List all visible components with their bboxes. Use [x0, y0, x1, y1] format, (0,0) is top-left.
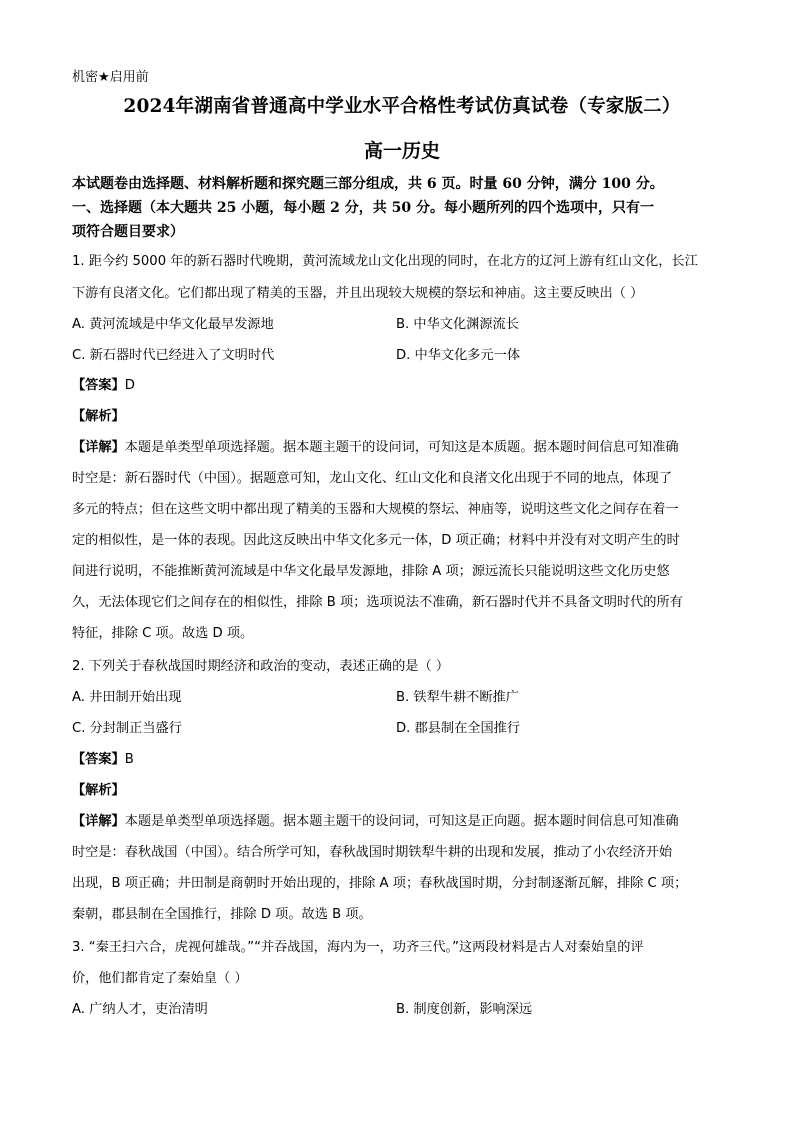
answer-value: B	[124, 752, 134, 767]
section-heading-line-2: 项符合题目要求）	[72, 224, 184, 240]
q2-option-b: B. 铁犁牛耕不断推广	[396, 690, 519, 705]
q2-answer	[72, 748, 134, 767]
q3-option-b: B. 制度创新，影响深远	[396, 1002, 533, 1017]
section-heading-line-1: 一、选择题（本大题共 25 小题，每小题 2 分，共 50 分。每小题所列的四个选项中，只有一	[72, 200, 654, 216]
q1-detail-line-6: 久，无法体现它们之间存在的相似性，排除 B 项；选项说法不准确，新石器时代并不具备文明时代的所有	[72, 595, 683, 610]
q1-option-c: C. 新石器时代已经进入了文明时代	[72, 348, 275, 363]
q3-option-a: A. 广纳人才，吏治清明	[72, 1002, 208, 1017]
q2-stem-line-1: 2. 下列关于春秋战国时期经济和政治的变动，表述正确的是（ ）	[72, 659, 450, 674]
detail-tag: 【详解】	[72, 440, 125, 455]
q1-stem-line-2: 下游有良渚文化。它们都出现了精美的玉器，并且出现较大规模的祭坛和神庙。这主要反映出（ ）	[72, 286, 644, 301]
q2-detail-line-1: 【详解】本题是单类型单项选择题。据本题主题干的设问词，可知这是正向题。据本题时间信息可知准确	[72, 814, 679, 829]
answer-tag: 【答案】	[72, 752, 125, 767]
q2-analysis-tag: 【解析】	[72, 783, 125, 798]
q2-option-c: C. 分封制正当盛行	[72, 721, 182, 736]
detail-tag: 【详解】	[72, 814, 125, 829]
q1-detail-line-7: 特征，排除 C 项。故选 D 项。	[72, 626, 254, 641]
q1-option-a: A. 黄河流域是中华文化最早发源地	[72, 317, 274, 332]
q1-detail-line-1: 【详解】本题是单类型单项选择题。据本题主题干的设问词，可知这是本质题。据本题时间信息可知准确	[72, 440, 679, 455]
q2-option-a: A. 井田制开始出现	[72, 690, 182, 705]
q2-detail-line-3: 出现，B 项正确；井田制是商朝时开始出现的，排除 A 项；春秋战国时期，分封制逐渐瓦解，排除 C 项；	[72, 876, 688, 891]
exam-title: 2024年湖南省普通高中学业水平合格性考试仿真试卷（专家版二）	[123, 96, 681, 117]
q1-option-b: B. 中华文化渊源流长	[396, 317, 519, 332]
q2-option-d: D. 郡县制在全国推行	[396, 721, 521, 736]
q2-detail-line-4: 秦朝，郡县制在全国推行，排除 D 项。故选 B 项。	[72, 907, 372, 922]
q1-detail-line-2: 时空是：新石器时代（中国）。据题意可知，龙山文化、红山文化和良渚文化出现于不同的地点，体现了	[72, 471, 673, 486]
q1-stem-line-1: 1. 距今约 5000 年的新石器时代晚期，黄河流域龙山文化出现的同时，在北方的辽河上游有红山文化，长江	[72, 254, 698, 269]
q3-stem-line-1: 3. “秦王扫六合，虎视何雄哉。”“并吞战国，海内为一，功齐三代。”这两段材料是古人对秦始皇的评	[72, 940, 644, 955]
exam-intro: 本试题卷由选择题、材料解析题和探究题三部分组成，共 6 页。时量 60 分钟，满分 100 分。	[72, 176, 664, 192]
q1-analysis-tag: 【解析】	[72, 409, 125, 424]
confidential-mark: 机密★启用前	[72, 70, 149, 85]
exam-subtitle: 高一历史	[363, 140, 440, 162]
q1-option-d: D. 中华文化多元一体	[396, 348, 521, 363]
q1-detail-line-4: 定的相似性，是一体的表现。因此这反映出中华文化多元一体，D 项正确；材料中并没有对文明产生的时	[72, 533, 680, 548]
q3-stem-line-2: 价，他们都肯定了秦始皇（ ）	[72, 971, 248, 986]
q2-detail-line-2: 时空是：春秋战国（中国）。结合所学可知，春秋战国时期铁犁牛耕的出现和发展，推动了小农经济开始	[72, 845, 673, 860]
answer-tag: 【答案】	[72, 378, 125, 393]
q1-detail-line-5: 间进行说明，不能推断黄河流域是中华文化最早发源地，排除 A 项；源远流长只能说明这些文化历史悠	[72, 564, 670, 579]
answer-value: D	[124, 378, 135, 393]
q1-answer	[72, 374, 135, 393]
q1-detail-line-3: 多元的特点；但在这些文明中都出现了精美的玉器和大规模的祭坛、神庙等，说明这些文化之间存在着一	[72, 502, 679, 517]
